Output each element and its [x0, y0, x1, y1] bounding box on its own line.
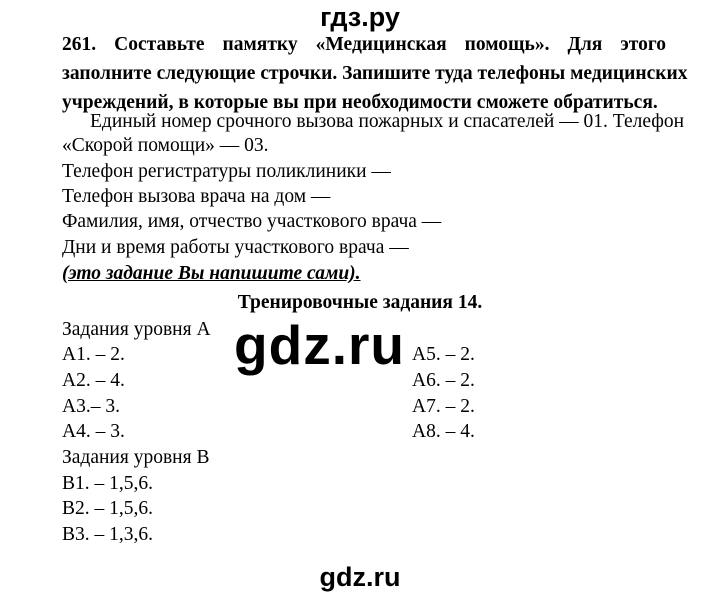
doctor-home-line: Телефон вызова врача на дом — — [62, 186, 331, 207]
emergency-line-2: «Скорой помощи» — 03. — [62, 135, 269, 156]
answer-b3: В3. – 1,3,6. — [62, 524, 154, 545]
watermark-middle: gdz.ru — [234, 314, 405, 376]
training-heading: Тренировочные задания 14. — [237, 292, 483, 313]
answer-a1: А1. – 2. — [62, 344, 125, 365]
answer-a6: А6. – 2. — [412, 370, 475, 391]
answer-b2: В2. – 1,5,6. — [62, 498, 154, 519]
answer-a5: А5. – 2. — [412, 344, 475, 365]
level-b-label: Задания уровня В — [62, 447, 210, 468]
answer-a4: А4. – 3. — [62, 421, 125, 442]
answer-a8: А8. – 4. — [412, 421, 475, 442]
clinic-phone-line: Телефон регистратуры поликлиники — — [62, 161, 391, 182]
level-a-label: Задания уровня А — [62, 319, 211, 340]
note-line: (это задание Вы напишите сами). — [62, 263, 361, 284]
doctor-name-line: Фамилия, имя, отчество участкового врача — — [62, 211, 442, 232]
watermark-bottom: gdz.ru — [319, 562, 401, 592]
answer-b1: В1. – 1,5,6. — [62, 473, 154, 494]
doctor-hours-line: Дни и время работы участкового врача — — [62, 237, 409, 258]
task-line-1: 261. Составьте памятку «Медицинская помощь». Для этого — [62, 34, 666, 55]
watermark-top: гдз.ру — [320, 2, 400, 32]
emergency-line-1: Единый номер срочного вызова пожарных и спасателей — 01. Телефон — [90, 111, 685, 132]
task-line-2: заполните следующие строчки. Запишите туда телефоны медицинских — [62, 63, 688, 84]
answer-a3: А3.– 3. — [62, 396, 120, 417]
answer-a2: А2. – 4. — [62, 370, 125, 391]
task-statement — [62, 30, 688, 117]
answer-a7: А7. – 2. — [412, 396, 475, 417]
task-line-3: учреждений, в которые вы при необходимости сможете обратиться. — [62, 92, 658, 113]
